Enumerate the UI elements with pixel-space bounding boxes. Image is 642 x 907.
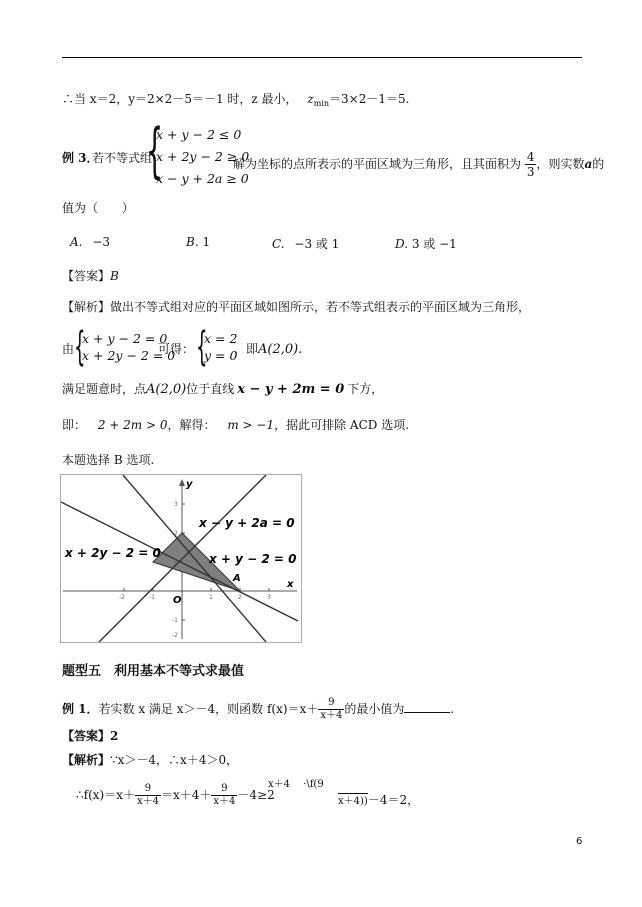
analysis-2-text: ∵x＞－4，∴x＋4＞0，: [110, 753, 239, 767]
tick-x-neg2: -2: [119, 594, 125, 601]
label-line-3: x + y − 2 = 0: [209, 552, 297, 566]
condition-mid: 位于直线: [186, 382, 235, 396]
inequality-line: [62, 417, 409, 433]
region-svg: [61, 475, 301, 642]
label-y-axis: y: [186, 479, 193, 490]
example-3-posttext: ，则实数: [536, 157, 585, 171]
result-brace: {: [196, 324, 208, 370]
final-glitch-top: x＋4 ·\f(9: [268, 779, 324, 790]
ineq-mid: ，解得：: [167, 418, 216, 432]
condition-text: 满足题意时，点: [62, 382, 147, 396]
area-fraction: [525, 150, 537, 179]
label-x-axis: x: [287, 579, 294, 590]
example-1-numerator: 9: [318, 697, 344, 710]
final-glitch-bottom: [338, 792, 419, 810]
answer-2-value: 2: [110, 729, 119, 743]
option-c[interactable]: [272, 235, 339, 252]
option-c-text: −3 或 1: [294, 237, 340, 251]
answer-line: [62, 268, 119, 284]
option-a-text: −3: [92, 235, 111, 249]
example-3-tail: 的: [592, 157, 605, 171]
page-number: 6: [576, 836, 583, 847]
answer-label: 【答案】: [62, 269, 111, 283]
ineq-2: m > −1: [227, 418, 275, 432]
condition-point: A(2,0): [146, 382, 187, 397]
tick-y-neg2: -2: [172, 632, 178, 639]
solve-equation-1: x + y − 2 = 0: [82, 331, 168, 346]
solve-pretext: 由: [62, 342, 75, 356]
area-denominator: 3: [526, 165, 535, 179]
condition-tail: 下方，: [347, 382, 384, 396]
variable-a: a: [584, 157, 593, 171]
example-3-label: 例 3．: [62, 151, 99, 165]
result-x: x = 2: [204, 331, 238, 346]
example-3-midtext: 解为坐标的点所表示的平面区域为三角形，且其面积为: [233, 157, 522, 171]
analysis-line: [62, 299, 530, 315]
option-d-text: 3 或 −1: [411, 237, 457, 251]
final-tail: －4≥2: [237, 788, 275, 802]
tick-y-neg1: -1: [172, 617, 178, 624]
analysis-label: 【解析】: [62, 300, 111, 314]
option-a-letter: A.: [70, 235, 83, 249]
option-d-letter: D.: [395, 237, 409, 251]
answer-blank: [404, 700, 450, 713]
tick-x-2: 2: [238, 594, 242, 601]
option-d[interactable]: [395, 235, 457, 252]
tick-y-2: 2: [174, 530, 178, 537]
example-3-pretext: 若不等式组: [92, 151, 153, 165]
z-min-symbol: z: [307, 92, 314, 106]
example-1-pretext: 若实数 x 满足 x＞－4，则函数 f(x)＝x＋: [98, 702, 319, 716]
choose-line: 本题选择 B 选项.: [62, 453, 155, 467]
solve-midtext: 可得：: [158, 342, 195, 356]
final-end: －4＝2，: [367, 793, 420, 807]
answer-2-line: [62, 728, 118, 744]
example-3-body: [233, 150, 604, 179]
y-axis-arrow: [179, 479, 185, 486]
example-1-posttext: 的最小值为: [344, 702, 405, 716]
solve-brace: {: [74, 324, 86, 370]
system-brace: {: [146, 116, 164, 186]
example-1-line: [62, 697, 454, 722]
final-pre: ∴f(x)＝x＋: [76, 788, 135, 802]
z-min-subscript: min: [313, 99, 329, 108]
condition-equation: x − y + 2m = 0: [237, 382, 345, 397]
solve-result: [204, 330, 237, 364]
tick-x-neg1: -1: [149, 594, 155, 601]
analysis-text: 做出不等式组对应的平面区域如图所示，若不等式组表示的平面区域为三角形，: [110, 300, 531, 314]
option-b-letter: B.: [186, 235, 199, 249]
answer-2-label: 【答案】: [62, 729, 111, 743]
final-fraction-2: [211, 783, 237, 808]
label-line-2: x + 2y − 2 = 0: [65, 546, 161, 560]
solve-posttext: [234, 341, 302, 358]
final-fraction-1: [135, 783, 161, 808]
answer-value: B: [110, 269, 119, 283]
ineq-pre: 即：: [62, 418, 87, 432]
label-origin: O: [173, 595, 182, 606]
example-1-label: 例 1．: [62, 702, 99, 716]
final-line: [76, 783, 275, 808]
inequality-3: x − y + 2a ≥ 0: [156, 171, 249, 186]
area-numerator: 4: [526, 150, 535, 164]
label-a: A: [233, 573, 241, 584]
tick-x-3: 3: [267, 594, 271, 601]
result-y: y = 0: [204, 348, 238, 363]
section-heading: 题型五 利用基本不等式求最值: [62, 664, 245, 679]
final-sqrt: x＋4)): [338, 793, 368, 810]
solve-equation-2: x + 2y − 2 = 0: [82, 348, 176, 363]
tick-y-1: 1: [174, 559, 178, 566]
tick-x-1: 1: [209, 594, 213, 601]
final-fraction-1-num: 9: [135, 783, 161, 796]
example-3-question-end: 值为（ ）: [62, 201, 135, 215]
final-mid: ＝x＋4＋: [161, 788, 212, 802]
ineq-tail: ，据此可排除 ACD 选项.: [274, 418, 410, 432]
z-min-value: ＝3×2－1＝5.: [329, 92, 410, 106]
example-1-fraction: [318, 697, 344, 722]
header-rule: [62, 57, 582, 58]
label-line-1: x − y + 2a = 0: [199, 516, 295, 530]
point-a: A(2,0).: [258, 342, 303, 357]
region-figure: [60, 474, 302, 643]
option-c-letter: C.: [272, 237, 285, 251]
option-b[interactable]: [186, 235, 210, 249]
solution-line-1: [62, 91, 409, 112]
solve-post: ，即: [234, 342, 259, 356]
analysis-2-label: 【解析】: [62, 753, 111, 767]
final-fraction-1-den: x＋4: [136, 796, 159, 807]
final-fraction-2-den: x＋4: [213, 796, 236, 807]
ineq-1: 2 + 2m > 0: [97, 418, 168, 432]
inequality-1: x + y − 2 ≤ 0: [156, 127, 242, 142]
example-1-denominator: x＋4: [320, 710, 343, 721]
condition-line: [62, 381, 383, 398]
option-b-text: 1: [202, 235, 211, 249]
option-a[interactable]: [70, 235, 110, 249]
analysis-2-line: [62, 752, 238, 768]
tick-y-3: 3: [174, 501, 178, 508]
example-1-end: .: [450, 702, 455, 716]
solution-text: ∴当 x＝2，y＝2×2－5＝－1 时，z 最小，: [62, 92, 298, 106]
final-fraction-2-num: 9: [211, 783, 237, 796]
inequality-2: x + 2y − 2 ≥ 0: [156, 149, 250, 164]
